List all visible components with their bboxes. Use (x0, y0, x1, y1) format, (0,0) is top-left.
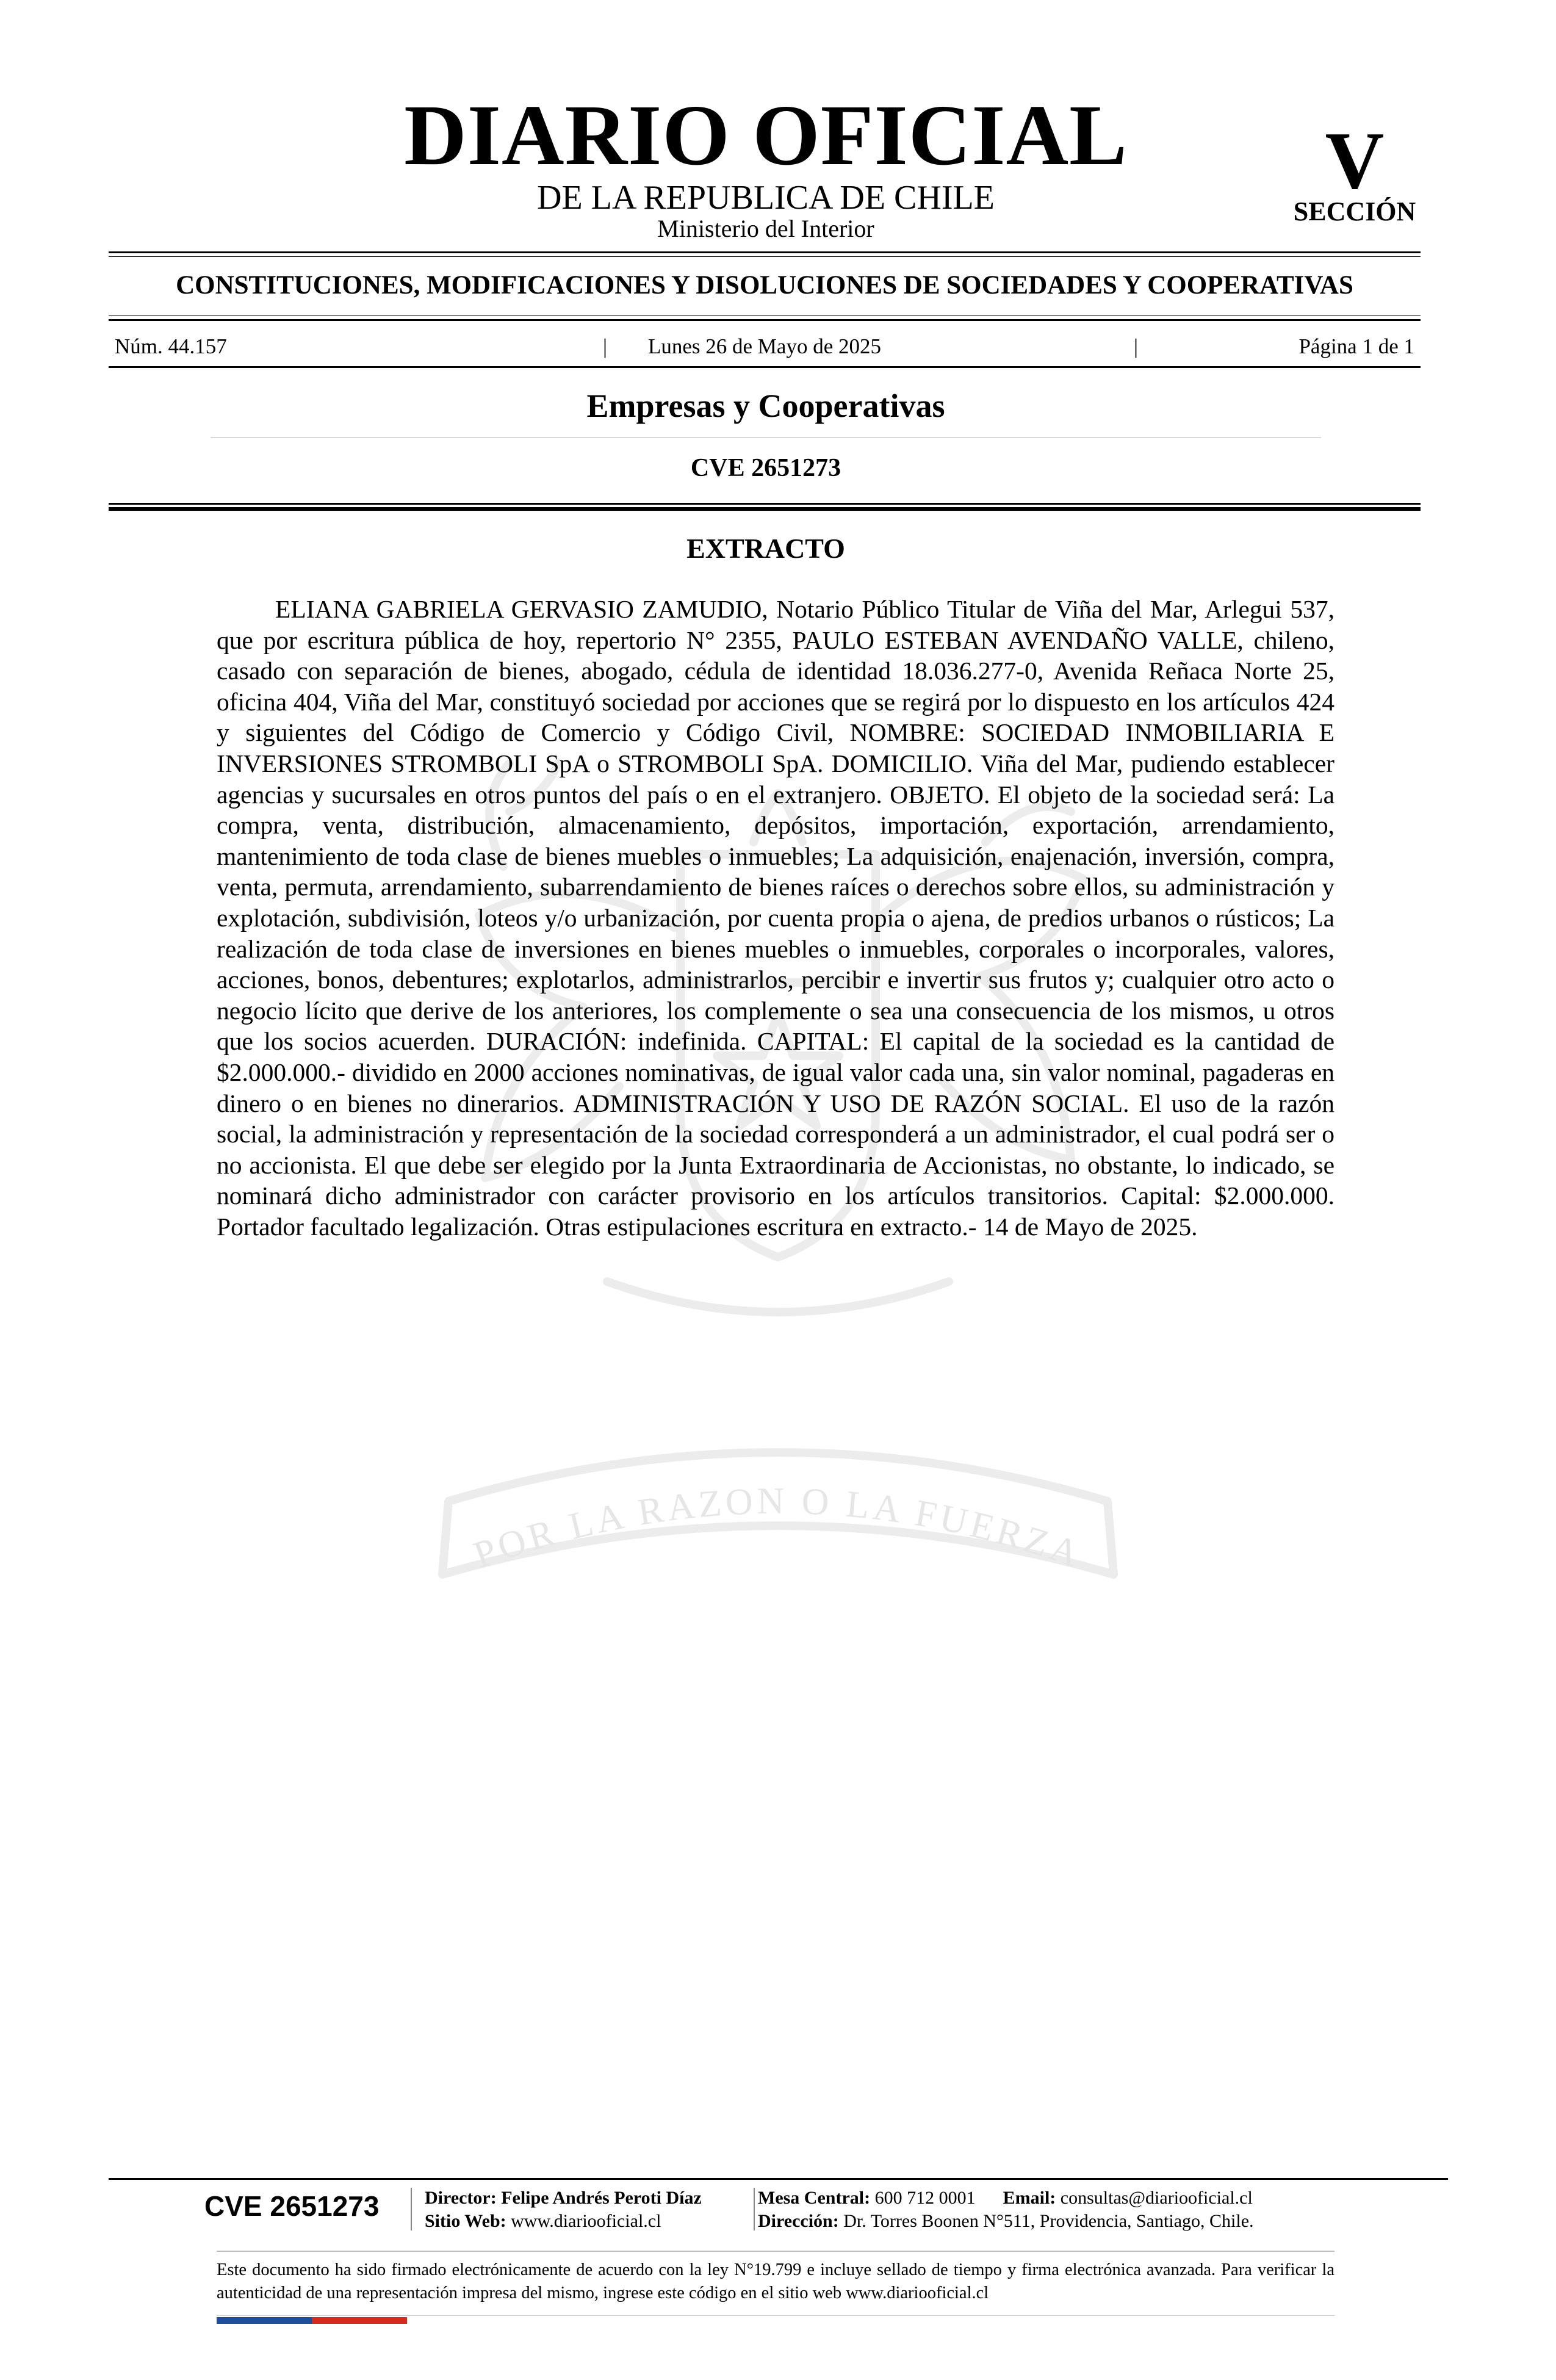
cve-code: CVE 2651273 (690, 454, 841, 482)
issue-separator: | (1134, 334, 1139, 358)
footer-signature-notice: Este documento ha sido firmado electrónicamente de acuerdo con la ley N°19.799 e incluye sellado de tiempo y firma electrónica avanzada. Para verificar la autenticidad de una representación impresa del mismo, ingrese este código en el sitio web www.diariooficial.cl (217, 2260, 1334, 2302)
extract-body: ELIANA GABRIELA GERVASIO ZAMUDIO, Notario Público Titular de Viña del Mar, Arlegui 537, que por escritura pública de hoy, repertorio N° 2355, PAULO ESTEBAN AVENDAÑO VALLE, chileno, casado con separación de bienes, abogado, cédula de identidad 18.036.277-0, Avenida Reñaca Norte 25, oficina 404, Viña del Mar, constituyó sociedad por acciones que se regirá por lo dispuesto en los artículos 424 y siguientes del Código de Comercio y Código Civil, NOMBRE: SOCIEDAD INMOBILIARIA E INVERSIONES STROMBOLI SpA o STROMBOLI SpA. DOMICILIO. Viña del Mar, pudiendo establecer agencias y sucursales en otros puntos del país o en el extranjero. OBJETO. El objeto de la sociedad será: La compra, venta, distribución, almacenamiento, depósitos, importación, exportación, arrendamiento, mantenimiento de toda clase de bienes muebles o inmuebles; La adquisición, enajenación, inversión, compra, venta, permuta, arrendamiento, subarrendamiento de bienes raíces o derechos sobre ellos, su administración y explotación, subdivisión, loteos y/o urbanización, por cuenta propia o ajena, de predios urbanos o rústicos; La realización de toda clase de inversiones en bienes muebles o inmuebles, corporales o incorporales, valores, acciones, bonos, debentures; explotarlos, administrarlos, percibir e invertir sus frutos y; cualquier otro acto o negocio lícito que derive de los anteriores, los complemente o sea una consecuencia de los mismos, u otros que los socios acuerden. DURACIÓN: indefinida. CAPITAL: El capital de la sociedad es la cantidad de $2.000.000.- dividido en 2000 acciones nominativas, de igual valor cada una, sin valor nominal, pagaderas en dinero o en bienes no dinerarios. ADMINISTRACIÓN Y USO DE RAZÓN SOCIAL. El uso de la razón social, la administración y representación de la sociedad corresponderá a un administrador, el cual podrá ser o no accionista. El que debe ser elegido por la Junta Extraordinaria de Accionistas, no obstante, lo indicado, se nominará dicho administrador con carácter provisorio en los artículos transitorios. Capital: $2.000.000. Portador facultado legalización. Otras estipulaciones escritura en extracto.- 14 de Mayo de 2025. (217, 595, 1334, 1241)
footer-address: Dr. Torres Boonen N°511, Providencia, Santiago, Chile. (843, 2211, 1254, 2231)
footer-contact-right (758, 2187, 1342, 2233)
footer-cve-code: CVE 2651273 (204, 2190, 380, 2222)
footer-email-label: Email: (1003, 2188, 1056, 2208)
extract-heading: EXTRACTO (686, 533, 845, 564)
masthead-ministry: Ministerio del Interior (657, 215, 874, 242)
category-underline (211, 437, 1321, 438)
footer-website-link[interactable]: www.diariooficial.cl (511, 2211, 661, 2231)
watermark-motto: POR LA RAZON O LA FUERZA (468, 1480, 1088, 1576)
footer-director-label: Director: (425, 2188, 497, 2208)
footer-email-link[interactable]: consultas@diariooficial.cl (1060, 2188, 1253, 2208)
heading-rule-bottom (109, 319, 1421, 321)
issue-info-row (109, 334, 1421, 359)
category-title: Empresas y Cooperativas (586, 388, 945, 424)
footer-contact-left (425, 2187, 702, 2233)
footer-director-line (425, 2187, 702, 2210)
issue-separator: | (603, 334, 608, 358)
footer-divider (411, 2188, 412, 2230)
flag-red-segment (312, 2317, 407, 2324)
section-letter: V (1325, 115, 1385, 206)
footer-phone: 600 712 0001 (874, 2188, 976, 2208)
issue-date: Lunes 26 de Mayo de 2025 (647, 334, 881, 358)
masthead-rule-top (109, 251, 1421, 253)
footer-address-label: Dirección: (758, 2211, 839, 2231)
footer-bottom-rule (217, 2315, 1334, 2316)
masthead-rule-bottom (109, 256, 1421, 257)
section-label: SECCIÓN (1293, 197, 1416, 226)
issue-number: Núm. 44.157 (115, 334, 227, 358)
footer-phone-line (758, 2187, 1342, 2210)
footer-rule (109, 2178, 1448, 2180)
footer-director-name: Felipe Andrés Peroti Díaz (501, 2188, 702, 2208)
footer-notice-rule (217, 2251, 1334, 2252)
issue-page: Página 1 de 1 (1298, 334, 1414, 358)
cve-rule-top (109, 503, 1421, 505)
masthead-title: DIARIO OFICIAL (404, 87, 1128, 183)
section-heading: CONSTITUCIONES, MODIFICACIONES Y DISOLUCIONES DE SOCIEDADES Y COOPERATIVAS (176, 271, 1353, 300)
footer-divider (754, 2188, 755, 2230)
flag-blue-segment (217, 2317, 312, 2324)
footer-website-label: Sitio Web: (425, 2211, 506, 2231)
footer-phone-label: Mesa Central: (758, 2188, 871, 2208)
flag-color-bar (217, 2317, 407, 2324)
masthead-subtitle: DE LA REPUBLICA DE CHILE (537, 179, 995, 217)
issue-rule (109, 366, 1421, 368)
footer-website-line (425, 2210, 702, 2233)
cve-rule-bottom (109, 507, 1421, 511)
footer-address-line (758, 2210, 1342, 2233)
